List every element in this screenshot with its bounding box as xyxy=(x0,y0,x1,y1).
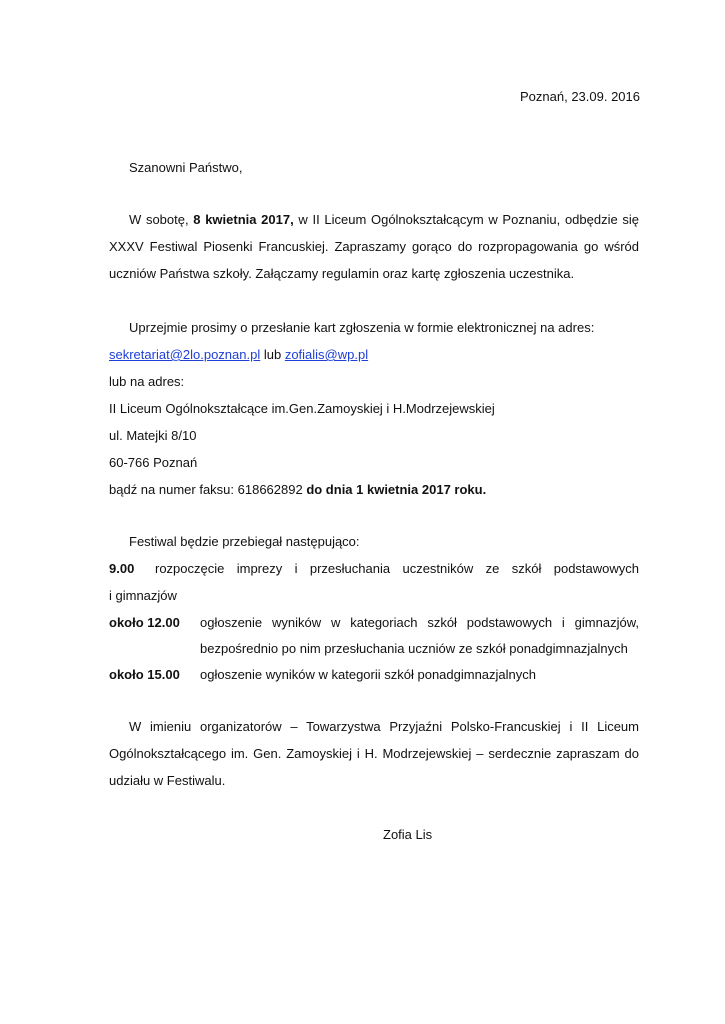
intro-after: w II Liceum Ogólnokształcącym w Poznaniu, odbędzie się XXXV Festiwal Piosenki Francuskiej. Zapraszamy gorąco do rozpropagowania go wśród uczniów Państwa szkoły. Załączamy regulamin oraz kartę zgłoszenia uczestnika. xyxy=(109,212,640,281)
email-connector: lub xyxy=(260,347,285,362)
closing-paragraph: W imieniu organizatorów – Towarzystwa Przyjaźni Polsko-Francuskiej i II Liceum Ogólnokształcącego im. Gen. Zamoyskiej i H. Modrzejewskiej – serdecznie zapraszam do udziału w Festiwalu. xyxy=(109,719,639,788)
address-school: II Liceum Ogólnokształcące im.Gen.Zamoyskiej i H.Modrzejewskiej xyxy=(109,401,495,416)
deadline: do dnia 1 kwietnia 2017 roku. xyxy=(306,482,487,497)
schedule-item-desc: rozpoczęcie imprezy i przesłuchania uczestników ze szkół podstawowych xyxy=(155,561,639,576)
schedule-time: 9.00 xyxy=(109,561,135,576)
address-city: 60-766 Poznań xyxy=(109,455,198,470)
intro-paragraph xyxy=(109,206,639,287)
email-line xyxy=(109,346,368,364)
email-link-sekretariat[interactable]: sekretariat@2lo.poznan.pl xyxy=(109,347,261,362)
or-address-label: lub na adres: xyxy=(109,374,185,389)
schedule-item-desc-cont: bezpośrednio po nim przesłuchania uczniów ze szkół ponadgimnazjalnych xyxy=(200,641,628,656)
schedule-intro: Festiwal będzie przebiegał następująco: xyxy=(129,534,360,549)
event-date: 8 kwietnia 2017, xyxy=(193,212,294,227)
schedule-time: około 15.00 xyxy=(109,667,180,682)
request-paragraph: Uprzejmie prosimy o przesłanie kart zgłoszenia w formie elektronicznej na adres: xyxy=(129,320,595,335)
greeting: Szanowni Państwo, xyxy=(129,160,243,175)
place-date: Poznań, 23.09. 2016 xyxy=(520,89,640,104)
signature: Zofia Lis xyxy=(383,827,433,842)
email-link-zofialis[interactable]: zofialis@wp.pl xyxy=(284,347,369,362)
schedule-time: około 12.00 xyxy=(109,615,180,630)
schedule-item-desc-cont: i gimnazjów xyxy=(109,588,177,603)
intro-before: W sobotę, xyxy=(129,212,194,227)
fax-text: bądź na numer faksu: 618662892 xyxy=(109,482,307,497)
address-street: ul. Matejki 8/10 xyxy=(109,428,197,443)
fax-line xyxy=(109,481,486,499)
schedule-item-desc: ogłoszenie wyników w kategoriach szkół podstawowych i gimnazjów, xyxy=(200,615,639,630)
schedule-item-desc: ogłoszenie wyników w kategorii szkół ponadgimnazjalnych xyxy=(200,667,537,682)
